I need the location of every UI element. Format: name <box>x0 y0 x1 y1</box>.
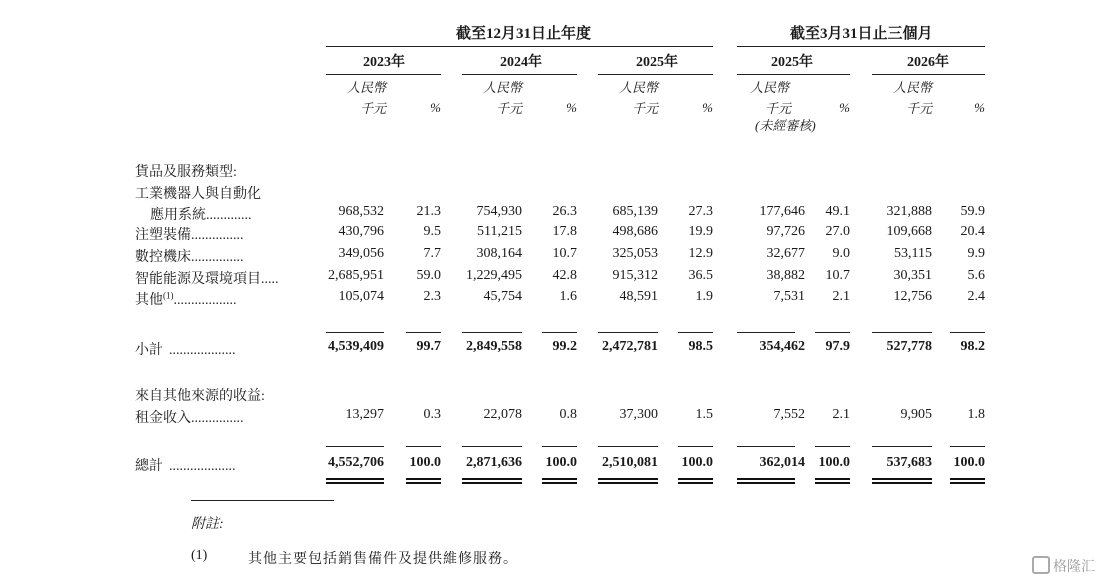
row-total-cell-percent: 100.0 <box>681 455 713 470</box>
unit-rmb: 人民幣 <box>346 80 386 95</box>
subtotal-rule-1 <box>326 332 384 333</box>
row-other-cell-percent: 1.9 <box>695 289 713 304</box>
note-marker: (1) <box>191 548 208 563</box>
row-cnc-cell-percent: 7.7 <box>423 246 441 261</box>
row-subtotal-cell-percent: 98.5 <box>688 339 713 354</box>
total-double-rule-10 <box>950 478 985 484</box>
year-underline-2 <box>462 74 577 75</box>
unit-col-2 <box>456 79 522 117</box>
row-label-other <box>135 289 237 309</box>
total-top-rule-10 <box>950 446 985 447</box>
row-cnc-cell-percent: 9.0 <box>832 246 850 261</box>
row-subtotal-cell-percent: 97.9 <box>825 339 850 354</box>
unit-thousand: 千元 <box>631 101 658 116</box>
row-injection-cell-amount: 109,668 <box>886 224 932 239</box>
subtotal-rule-9 <box>872 332 932 333</box>
row-energy-cell-percent: 10.7 <box>825 268 850 283</box>
total-double-rule-6 <box>678 478 713 484</box>
row-robot-cell-amount: 177,646 <box>759 204 805 219</box>
unit-col-1 <box>320 79 386 117</box>
row-energy-cell-amount: 1,229,495 <box>466 268 522 283</box>
row-other-cell-percent: 2.4 <box>967 289 985 304</box>
total-double-rule-5 <box>598 478 658 484</box>
col-year-2024: 2024年 <box>500 55 542 70</box>
row-rent-cell-amount: 37,300 <box>619 407 658 422</box>
total-top-rule-2 <box>406 446 441 447</box>
row-label-rent: 租金收入............... <box>135 411 244 426</box>
subtotal-rule-4 <box>542 332 577 333</box>
pct-header-5: % <box>974 100 985 115</box>
row-label-other-dots: .................. <box>173 293 237 308</box>
watermark-text: 格隆汇 <box>1053 559 1095 575</box>
row-subtotal-cell-percent: 99.7 <box>416 339 441 354</box>
row-label-robot-line2: 應用系統............. <box>150 208 252 223</box>
subtotal-rule-7 <box>737 332 795 333</box>
row-total-cell-amount: 537,683 <box>886 455 932 470</box>
section-title-goods: 貨品及服務類型: <box>135 165 237 180</box>
row-cnc-cell-percent: 12.9 <box>688 246 713 261</box>
total-top-rule-8 <box>815 446 850 447</box>
row-energy-cell-percent: 5.6 <box>967 268 985 283</box>
row-label-other-text: 其他 <box>135 293 163 308</box>
row-robot-cell-percent: 59.9 <box>960 204 985 219</box>
row-rent-cell-amount: 7,552 <box>773 407 805 422</box>
unit-thousand: 千元 <box>765 101 792 116</box>
row-energy-cell-percent: 36.5 <box>688 268 713 283</box>
total-top-rule-6 <box>678 446 713 447</box>
row-total-cell-amount: 362,014 <box>759 455 805 470</box>
pct-header-2: % <box>566 100 577 115</box>
row-injection-cell-percent: 17.8 <box>552 224 577 239</box>
row-total-cell-percent: 100.0 <box>818 455 850 470</box>
row-rent-cell-percent: 0.8 <box>559 407 577 422</box>
row-energy-cell-amount: 915,312 <box>612 268 658 283</box>
subtotal-rule-5 <box>598 332 658 333</box>
row-robot-cell-percent: 49.1 <box>825 204 850 219</box>
row-robot-cell-amount: 321,888 <box>886 204 932 219</box>
col-year-2025-q: 2025年 <box>771 55 813 70</box>
total-top-rule-7 <box>737 446 795 447</box>
row-injection-cell-amount: 97,726 <box>766 224 805 239</box>
subtotal-rule-3 <box>462 332 522 333</box>
row-total-cell-amount: 4,552,706 <box>328 455 384 470</box>
row-subtotal-cell-amount: 354,462 <box>759 339 805 354</box>
unit-unaudited: (未經審核) <box>755 118 816 133</box>
row-total-cell-percent: 100.0 <box>409 455 441 470</box>
row-energy-cell-amount: 30,351 <box>893 268 932 283</box>
pct-header-1: % <box>430 100 441 115</box>
row-rent-cell-percent: 1.8 <box>967 407 985 422</box>
row-robot-cell-percent: 26.3 <box>552 204 577 219</box>
row-injection-cell-percent: 27.0 <box>825 224 850 239</box>
row-subtotal-cell-percent: 98.2 <box>960 339 985 354</box>
row-label-robot-line1: 工業機器人與自動化 <box>135 187 261 202</box>
total-dots: ................... <box>169 459 236 474</box>
row-rent-cell-amount: 13,297 <box>345 407 384 422</box>
unit-col-5 <box>866 79 932 117</box>
row-robot-cell-amount: 685,139 <box>612 204 658 219</box>
row-cnc-cell-amount: 53,115 <box>894 246 932 261</box>
row-other-cell-percent: 2.1 <box>832 289 850 304</box>
row-robot-cell-percent: 27.3 <box>688 204 713 219</box>
col-year-2026: 2026年 <box>907 55 949 70</box>
row-rent-cell-percent: 2.1 <box>832 407 850 422</box>
pct-header-4: % <box>839 100 850 115</box>
total-double-rule-7 <box>737 478 795 484</box>
total-top-rule-3 <box>462 446 522 447</box>
header-group-quarter: 截至3月31日止三個月 <box>790 26 933 42</box>
row-other-cell-amount: 7,531 <box>773 289 805 304</box>
unit-col-3 <box>592 79 658 117</box>
year-underline-5 <box>872 74 985 75</box>
col-year-2023: 2023年 <box>363 55 405 70</box>
row-energy-cell-percent: 59.0 <box>416 268 441 283</box>
unit-thousand: 千元 <box>495 101 522 116</box>
row-total-cell-amount: 2,871,636 <box>466 455 522 470</box>
row-label-energy: 智能能源及環境項目..... <box>135 272 279 287</box>
row-rent-cell-amount: 9,905 <box>900 407 932 422</box>
row-total-cell-percent: 100.0 <box>953 455 985 470</box>
col-year-2025: 2025年 <box>636 55 678 70</box>
pct-header-3: % <box>702 100 713 115</box>
row-cnc-cell-percent: 10.7 <box>552 246 577 261</box>
year-underline-3 <box>598 74 713 75</box>
unit-rmb: 人民幣 <box>618 80 658 95</box>
row-robot-cell-amount: 754,930 <box>476 204 522 219</box>
section-title-other: 來自其他來源的收益: <box>135 389 265 404</box>
group-year-underline <box>326 46 713 47</box>
row-injection-cell-amount: 498,686 <box>612 224 658 239</box>
row-energy-cell-percent: 42.8 <box>552 268 577 283</box>
subtotal-rule-10 <box>950 332 985 333</box>
footnote-ref: (1) <box>163 290 174 301</box>
row-robot-cell-percent: 21.3 <box>416 204 441 219</box>
row-energy-cell-amount: 38,882 <box>766 268 805 283</box>
group-quarter-underline <box>737 46 985 47</box>
total-top-rule-4 <box>542 446 577 447</box>
row-other-cell-amount: 48,591 <box>619 289 658 304</box>
row-cnc-cell-amount: 325,053 <box>612 246 658 261</box>
row-label-injection: 注塑裝備............... <box>135 228 244 243</box>
row-total-cell-percent: 100.0 <box>545 455 577 470</box>
row-rent-cell-percent: 0.3 <box>423 407 441 422</box>
unit-thousand: 千元 <box>359 101 386 116</box>
unit-rmb: 人民幣 <box>892 80 932 95</box>
row-energy-cell-amount: 2,685,951 <box>328 268 384 283</box>
row-subtotal-cell-amount: 2,472,781 <box>602 339 658 354</box>
row-other-cell-percent: 2.3 <box>423 289 441 304</box>
row-other-cell-percent: 1.6 <box>559 289 577 304</box>
watermark-logo-icon <box>1032 556 1050 574</box>
row-injection-cell-percent: 20.4 <box>960 224 985 239</box>
total-label-text: 總計 <box>135 459 163 474</box>
row-total-cell-amount: 2,510,081 <box>602 455 658 470</box>
total-double-rule-4 <box>542 478 577 484</box>
row-other-cell-amount: 45,754 <box>483 289 522 304</box>
row-robot-cell-amount: 968,532 <box>338 204 384 219</box>
subtotal-rule-2 <box>406 332 441 333</box>
row-subtotal-cell-amount: 4,539,409 <box>328 339 384 354</box>
row-other-cell-amount: 105,074 <box>338 289 384 304</box>
row-rent-cell-percent: 1.5 <box>695 407 713 422</box>
notes-separator <box>191 500 334 501</box>
row-injection-cell-percent: 9.5 <box>423 224 441 239</box>
row-injection-cell-percent: 19.9 <box>688 224 713 239</box>
row-other-cell-amount: 12,756 <box>893 289 932 304</box>
total-double-rule-3 <box>462 478 522 484</box>
notes-title: 附註: <box>191 517 224 532</box>
unit-rmb: 人民幣 <box>750 80 790 95</box>
row-subtotal-cell-amount: 527,778 <box>886 339 932 354</box>
note-text: 其他主要包括銷售備件及提供維修服務。 <box>248 552 518 567</box>
unit-rmb: 人民幣 <box>482 80 522 95</box>
row-cnc-cell-percent: 9.9 <box>967 246 985 261</box>
row-cnc-cell-amount: 32,677 <box>766 246 805 261</box>
row-cnc-cell-amount: 349,056 <box>338 246 384 261</box>
row-injection-cell-amount: 430,796 <box>338 224 384 239</box>
subtotal-rule-6 <box>678 332 713 333</box>
row-subtotal-cell-amount: 2,849,558 <box>466 339 522 354</box>
subtotal-rule-8 <box>815 332 850 333</box>
year-underline-4 <box>737 74 850 75</box>
total-double-rule-2 <box>406 478 441 484</box>
row-rent-cell-amount: 22,078 <box>483 407 522 422</box>
row-subtotal-cell-percent: 99.2 <box>552 339 577 354</box>
unit-thousand: 千元 <box>905 101 932 116</box>
header-group-year: 截至12月31日止年度 <box>456 26 592 42</box>
subtotal-label <box>135 339 236 359</box>
total-double-rule-8 <box>815 478 850 484</box>
total-top-rule-9 <box>872 446 932 447</box>
row-label-cnc: 數控機床............... <box>135 250 244 265</box>
total-double-rule-1 <box>326 478 384 484</box>
year-underline-1 <box>326 74 441 75</box>
total-label <box>135 455 236 475</box>
row-injection-cell-amount: 511,215 <box>477 224 522 239</box>
total-top-rule-1 <box>326 446 384 447</box>
watermark <box>1032 556 1095 576</box>
total-top-rule-5 <box>598 446 658 447</box>
total-double-rule-9 <box>872 478 932 484</box>
subtotal-dots: ................... <box>169 343 236 358</box>
row-cnc-cell-amount: 308,164 <box>476 246 522 261</box>
subtotal-label-text: 小計 <box>135 343 163 358</box>
